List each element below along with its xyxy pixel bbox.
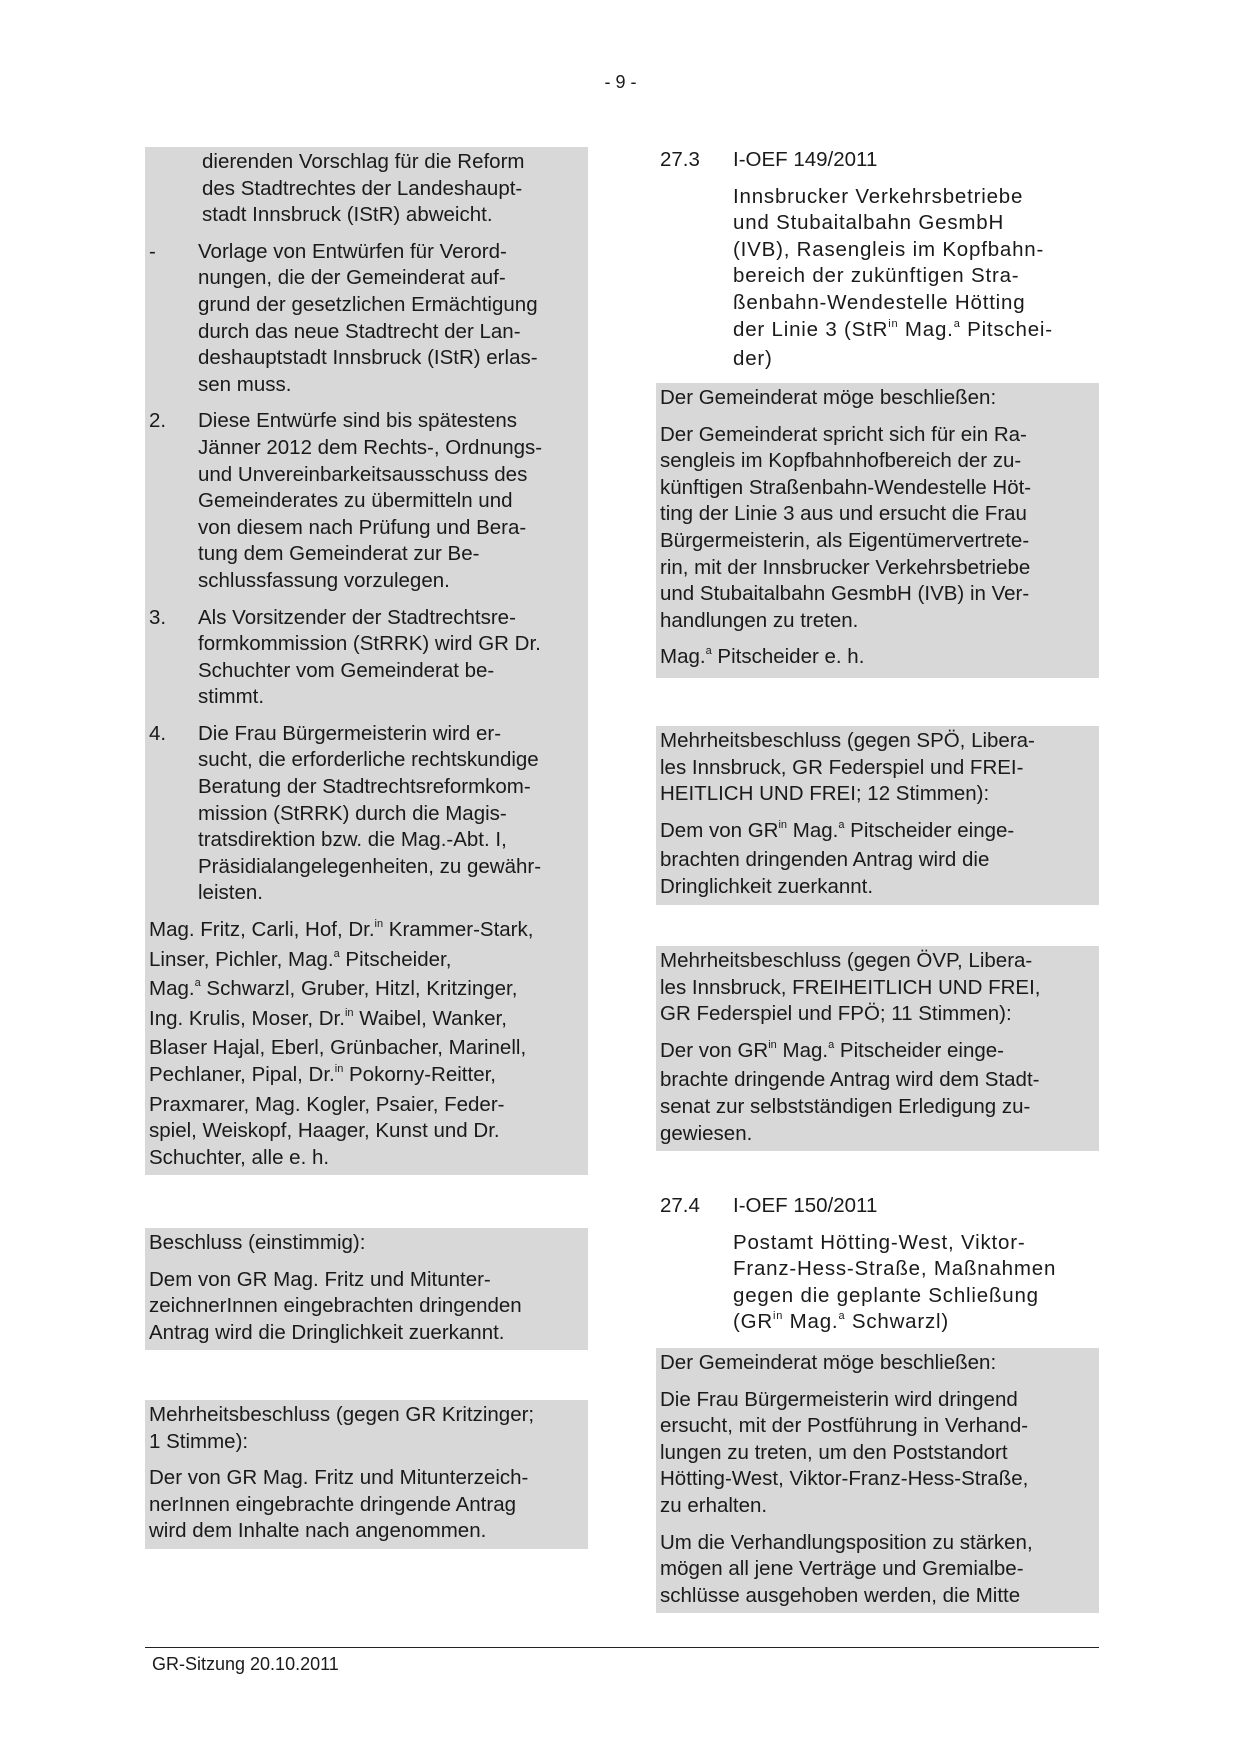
list-marker: 2. [149, 409, 167, 433]
motion-heading: Der Gemeinderat möge beschließen: [660, 1351, 997, 1374]
list-marker: 4. [149, 721, 167, 745]
text-line: Bürgermeisterin, als Eigentümervertrete- [660, 528, 1030, 552]
text-line: rin, mit der Innsbrucker Verkehrsbetriebe [660, 555, 1031, 579]
text-line: wird dem Inhalte nach angenommen. [149, 1519, 487, 1543]
text-line: dierenden Vorschlag für die Reform [202, 150, 525, 173]
text-line: brachten dringenden Antrag wird die [660, 848, 990, 872]
page-number: - 9 - [604, 72, 637, 92]
text-line: nerInnen eingebrachte dringende Antrag [149, 1492, 517, 1516]
text-line: zeichnerInnen eingebrachten dringenden [149, 1294, 522, 1318]
vote-heading: Mehrheitsbeschluss (gegen SPÖ, Libera- [660, 729, 1035, 752]
text-line: Schuchter, alle e. h. [149, 1145, 330, 1169]
text-line: stadt Innsbruck (IStR) abweicht. [202, 203, 493, 227]
text-line: sen muss. [198, 372, 292, 396]
list-item-3 [149, 605, 584, 711]
text-line: Mag. Fritz, Carli, Hof, Dr.$^{in}$ Krammer-Stark, [149, 918, 534, 942]
text-line: Dem von GR Mag. Fritz und Mitunter- [149, 1267, 491, 1291]
text-line: Ing. Krulis, Moser, Dr.$^{in}$ Waibel, Wanker, [149, 1006, 507, 1030]
text-line: sucht, die erforderliche rechtskundige [198, 748, 539, 772]
text-line: Innsbrucker Verkehrsbetriebe [733, 184, 1024, 208]
text-line: schlussfassung vorzulegen. [198, 568, 450, 592]
text-line: Dringlichkeit zuerkannt. [660, 874, 874, 898]
text-line: der) [733, 347, 773, 371]
text-line: durch das neue Stadtrecht der Lan- [198, 319, 521, 343]
footer-text: GR-Sitzung 20.10.2011 [152, 1654, 339, 1674]
text-line: Beratung der Stadtrechtsreformkom- [198, 775, 531, 799]
list-item-4 [149, 721, 584, 907]
item-number: 27.3 [660, 148, 700, 171]
text-line: Der Gemeinderat spricht sich für ein Ra- [660, 422, 1027, 446]
text-line: sengleis im Kopfbahnhofbereich der zu- [660, 449, 1022, 473]
motion-27-4 [656, 1348, 1099, 1613]
text-line: schlüsse ausgehoben werden, die Mitte [660, 1583, 1021, 1607]
text-line: der Linie 3 (StR$^{in}$ Mag.$^a$ Pitschei- [733, 317, 1053, 341]
text-line: grund der gesetzlichen Ermächtigung [198, 292, 538, 316]
text-line: ßenbahn-Wendestelle Hötting [733, 290, 1026, 314]
item-reference: I-OEF 149/2011 [733, 148, 878, 171]
text-line: künftigen Straßenbahn-Wendestelle Höt- [660, 475, 1032, 499]
text-line: und Unvereinbarkeitsausschuss des [198, 462, 528, 486]
text-line: Mag.$^a$ Schwarzl, Gruber, Hitzl, Kritzinger, [149, 977, 518, 1001]
text-line: Pechlaner, Pipal, Dr.$^{in}$ Pokorny-Reitter, [149, 1063, 496, 1086]
text-line: Antrag wird die Dringlichkeit zuerkannt. [149, 1320, 505, 1344]
vote-27-3-referral [656, 946, 1099, 1151]
text-line: Gemeinderates zu übermitteln und [198, 489, 513, 513]
text-line: und Stubaitalbahn GesmbH (IVB) in Ver- [660, 582, 1030, 606]
text-line: stimmt. [198, 685, 265, 709]
text-line: (IVB), Rasengleis im Kopfbahn- [733, 237, 1045, 261]
text-line: nungen, die der Gemeinderat auf- [198, 266, 506, 290]
resolution-heading: Mehrheitsbeschluss (gegen GR Kritzinger; [149, 1403, 535, 1426]
motion-27-3 [656, 383, 1099, 678]
text-line: Hötting-West, Viktor-Franz-Hess-Straße, [660, 1467, 1029, 1491]
list-marker: 3. [149, 605, 167, 629]
text-line: leisten. [198, 881, 263, 905]
text-line: mission (StRRK) durch die Magis- [198, 801, 507, 825]
text-line: Franz-Hess-Straße, Maßnahmen [733, 1257, 1057, 1281]
text-line: mögen all jene Verträge und Gremialbe- [660, 1557, 1024, 1581]
text-line: Präsidialangelegenheiten, zu gewähr- [198, 854, 542, 878]
text-line: und Stubaitalbahn GesmbH [733, 211, 1005, 235]
text-line: formkommission (StRRK) wird GR Dr. [198, 632, 541, 656]
text-line: senat zur selbstständigen Erledigung zu- [660, 1094, 1031, 1118]
text-line: Diese Entwürfe sind bis spätestens [198, 409, 518, 433]
vote-heading: GR Federspiel und FPÖ; 11 Stimmen): [660, 1002, 1012, 1026]
item-title [656, 1230, 1099, 1339]
text-line: ersucht, mit der Postführung in Verhand- [660, 1414, 1029, 1438]
text-line: gewiesen. [660, 1121, 753, 1145]
vote-heading: HEITLICH UND FREI; 12 Stimmen): [660, 782, 990, 806]
list-marker: - [149, 239, 156, 263]
motion-heading: Der Gemeinderat möge beschließen: [660, 386, 997, 409]
agenda-item-27-4 [656, 1193, 1099, 1339]
text-line: Die Frau Bürgermeisterin wird dringend [660, 1387, 1018, 1411]
text-line: tratsdirektion bzw. die Mag.-Abt. I, [198, 828, 507, 852]
text-line: Blaser Hajal, Eberl, Grünbacher, Marinell, [149, 1036, 527, 1060]
text-line: des Stadtrechtes der Landeshaupt- [202, 176, 523, 200]
footer-rule [145, 1647, 1099, 1648]
vote-heading: les Innsbruck, FREIHEITLICH UND FREI, [660, 975, 1041, 999]
text-line: Um die Verhandlungsposition zu stärken, [660, 1530, 1033, 1554]
item-heading [656, 147, 1099, 174]
text-line: Jänner 2012 dem Rechts-, Ordnungs- [198, 435, 543, 459]
list-item-dash [149, 239, 584, 399]
text-line: Postamt Hötting-West, Viktor- [733, 1230, 1026, 1254]
resolution-majority [145, 1400, 588, 1549]
resolution-heading: 1 Stimme): [149, 1429, 249, 1453]
text-line: Linser, Pichler, Mag.$^a$ Pitscheider, [149, 947, 452, 971]
text-line: bereich der zukünftigen Stra- [733, 264, 1020, 288]
text-line: brachte dringende Antrag wird dem Stadt- [660, 1068, 1040, 1092]
left-column [145, 147, 588, 1175]
text-line: tung dem Gemeinderat zur Be- [198, 542, 480, 566]
signature: Mag.$^a$ Pitscheider e. h. [660, 645, 865, 669]
text-line: ting der Linie 3 aus und ersucht die Frau [660, 502, 1027, 526]
text-line: ($GR^{in}$ Mag.$^a$ Schwarzl) [733, 1310, 950, 1334]
text-line: gegen die geplante Schließung [733, 1283, 1039, 1307]
vote-heading: Mehrheitsbeschluss (gegen ÖVP, Libera- [660, 949, 1033, 972]
resolution-heading: Beschluss (einstimmig): [149, 1231, 366, 1254]
vote-heading: les Innsbruck, GR Federspiel und FREI- [660, 755, 1024, 779]
text-line: Dem von $GR^{in}$ Mag.$^a$ Pitscheider einge- [660, 818, 1015, 842]
text-line: lungen zu treten, um den Poststandort [660, 1440, 1008, 1464]
motion-continuation-block [145, 147, 588, 1175]
text-line: Die Frau Bürgermeisterin wird er- [198, 721, 502, 745]
resolution-unanimous [145, 1228, 588, 1350]
text-line: Als Vorsitzender der Stadtrechtsre- [198, 605, 516, 629]
signatories [149, 917, 584, 1171]
item-number: 27.4 [660, 1194, 700, 1217]
text-line: Vorlage von Entwürfen für Verord- [198, 239, 507, 263]
text-line: zu erhalten. [660, 1493, 768, 1517]
text-line: deshauptstadt Innsbruck (IStR) erlas- [198, 346, 538, 370]
item-heading [656, 1193, 1099, 1220]
text-line: Der von GR Mag. Fritz und Mitunterzeich- [149, 1466, 529, 1490]
vote-27-3-urgency [656, 726, 1099, 905]
text-line: von diesem nach Prüfung und Bera- [198, 515, 527, 539]
agenda-item-27-3 [656, 147, 1099, 373]
text-line: Schuchter vom Gemeinderat be- [198, 658, 495, 682]
text-line: handlungen zu treten. [660, 608, 859, 632]
item-reference: I-OEF 150/2011 [733, 1194, 878, 1217]
text-line: spiel, Weiskopf, Haager, Kunst und Dr. [149, 1119, 500, 1143]
text-line: Der von $GR^{in}$ Mag.$^a$ Pitscheider einge- [660, 1038, 1004, 1062]
item-title [656, 184, 1099, 373]
list-item-2 [149, 408, 584, 594]
text-line: Praxmarer, Mag. Kogler, Psaier, Feder- [149, 1092, 505, 1116]
